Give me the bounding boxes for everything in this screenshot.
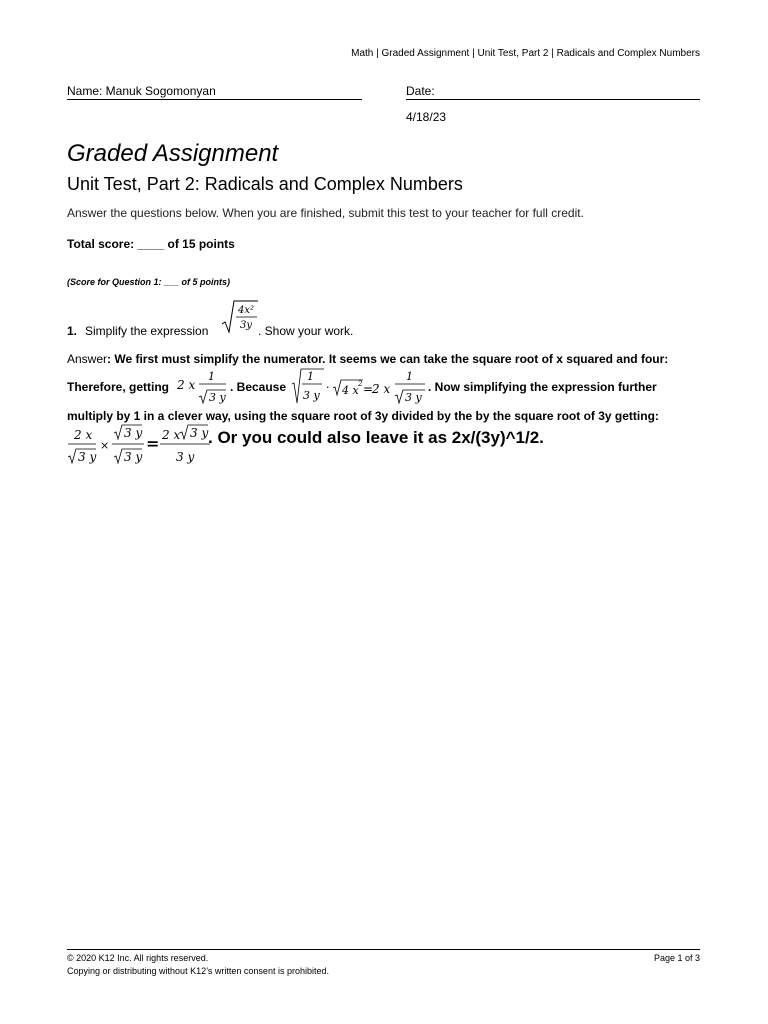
page-number: Page 1 of 3 [653, 953, 700, 963]
answer-text-3: multiply by 1 in a clever way, using the square root of 3y divided by the by the square root of 3y getting: [67, 409, 659, 423]
math-times: × [100, 439, 110, 452]
math-1: 1 [208, 370, 215, 383]
math-final-2x-b: 2 x [162, 428, 181, 442]
math-final-eq: = [146, 434, 160, 453]
answer-line-3 [67, 409, 659, 423]
math-sup2: 2 [358, 380, 363, 388]
student-name: Name: Manuk Sogomonyan [67, 84, 362, 100]
math-1b: 1 [307, 370, 314, 383]
math-4x: 4 x [342, 384, 359, 397]
math-3y-b: 3 y [303, 389, 320, 402]
page-subtitle: Unit Test, Part 2: Radicals and Complex Numbers [67, 174, 463, 194]
question-number: 1. [67, 324, 78, 338]
expr-numerator: 4x² [238, 305, 255, 316]
math-final-3y-den: 3 y [124, 450, 143, 464]
answer-expr-2 [291, 366, 431, 408]
question-prompt: Simplify the expression [85, 324, 209, 338]
answer-text-2a: Therefore, getting [67, 380, 170, 394]
math-dot: · [326, 381, 330, 394]
math-3y-c: 3 y [405, 391, 422, 404]
answer-text-1: We first must simplify the numerator. It seems we can take the square root of x squared and four: [114, 352, 669, 366]
page-title: Graded Assignment [67, 140, 279, 167]
question-1 [67, 324, 208, 338]
date-value: 4/18/23 [406, 110, 447, 124]
math-eq: = [363, 382, 374, 396]
math-final-3y-b: 3 y [190, 426, 209, 440]
answer-text-2c: . Now simplifying the expression further [428, 380, 657, 394]
math-3y: 3 y [209, 391, 226, 404]
math-final-3y: 3 y [78, 450, 97, 464]
answer-text-2b: . Because [230, 380, 287, 394]
footer-divider [67, 949, 700, 950]
question-expression [220, 298, 260, 338]
answer-line-2a [67, 380, 169, 394]
math-final-3y-c: 3 y [176, 450, 195, 464]
answer-label: Answer [67, 352, 108, 366]
math-2x: 2 x [177, 378, 196, 392]
math-final-2x: 2 x [74, 428, 93, 442]
instructions: Answer the questions below. When you are finished, submit this test to your teacher for full credit. [67, 206, 584, 220]
answer-final-expr [66, 423, 212, 469]
math-1c: 1 [406, 370, 413, 383]
expr-denominator: 3y [240, 320, 253, 331]
total-score: Total score: ____ of 15 points [67, 237, 235, 251]
answer-colon: : [107, 352, 112, 366]
answer-final-text: . Or you could also leave it as 2x/(3y)^1/2. [208, 428, 544, 447]
question-prompt-end: . Show your work. [258, 324, 354, 338]
math-2x-b: 2 x [372, 382, 391, 396]
answer-expr-1 [176, 367, 230, 407]
answer-line-2b [230, 380, 286, 394]
question-1-score: (Score for Question 1: ___ of 5 points) [67, 277, 231, 287]
date-label: Date: [406, 84, 700, 100]
footer-copyright: © 2020 K12 Inc. All rights reserved. [67, 953, 209, 963]
answer-line-1 [67, 352, 668, 366]
math-final-3y-num: 3 y [124, 426, 143, 440]
footer-notice: Copying or distributing without K12’s written consent is prohibited. [67, 966, 329, 976]
answer-line-2c [428, 380, 657, 394]
page-breadcrumb: Math | Graded Assignment | Unit Test, Part 2 | Radicals and Complex Numbers [351, 48, 700, 59]
